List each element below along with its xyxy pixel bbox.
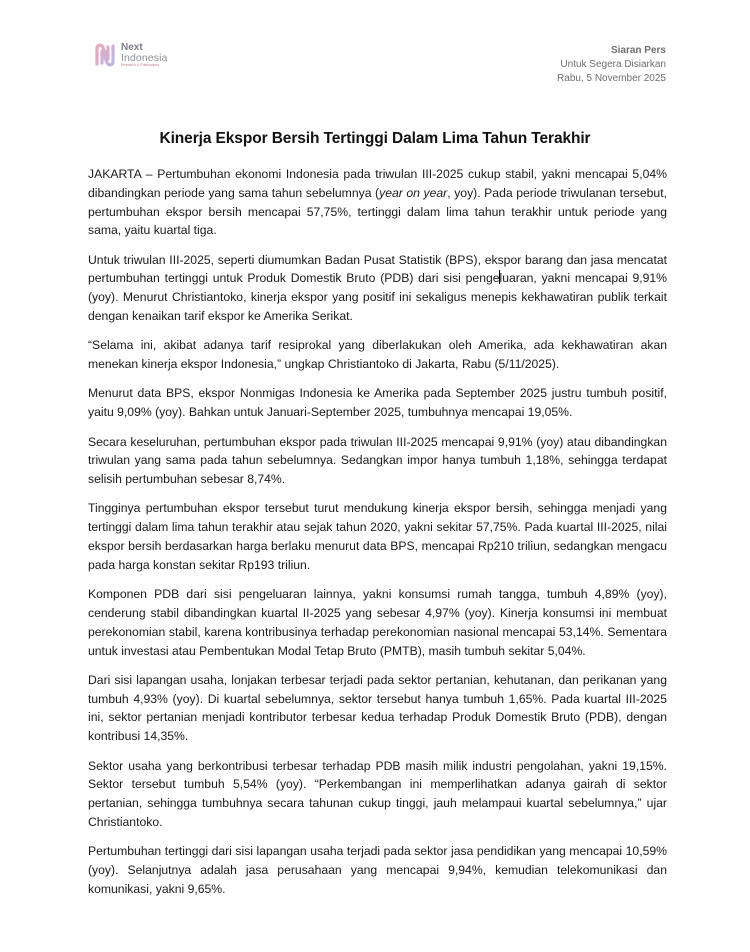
paragraph-1: JAKARTA – Pertumbuhan ekonomi Indonesia pada triwulan III-2025 cukup stabil, yakni mencapai 5,04% dibandingkan periode yang sama tahun sebelumnya (year on year, yoy). Pada periode triwulanan tersebut, pertumbuhan ekspor bersih mencapai 57,75%, tertinggi dalam lima tahun terakhir untuk periode yang sama, yaitu kuartal tiga. — [88, 167, 667, 238]
paragraph-6: Tingginya pertumbuhan ekspor tersebut turut mendukung kinerja ekspor bersih, sehingga menjadi yang tertinggi dalam lima tahun terakhir atau sejak tahun 2020, yakni sekitar 57,75%. Pada kuartal III-2025, nilai ekspor bersih berdasarkan harga berlaku menurut data BPS, mencapai Rp210 triliun, sedangkan mengacu pada harga konstan sekitar Rp193 triliun. — [88, 501, 667, 572]
paragraph-9: Sektor usaha yang berkontribusi terbesar terhadap PDB masih milik industri pengolahan, yakni 19,15%. Sektor tersebut tumbuh 5,54% (yoy). “Perkembangan ini memperlihatkan adanya gairah di sektor pertanian, sehingga tumbuhnya secara tahunan cukup tinggi, jauh melampaui kuartal sebelumnya,” ujar Christiantoko. — [88, 758, 667, 829]
paragraph-5: Secara keseluruhan, pertumbuhan ekspor pada triwulan III-2025 mencapai 9,91% (yoy) atau dibandingkan triwulan yang sama pada tahun sebelumnya. Sedangkan impor hanya tumbuh 1,18%, sehingga terdapat selisih pertumbuhan sebesar 8,74%. — [88, 434, 667, 487]
document-body[interactable] — [88, 165, 667, 909]
italic-phrase: year on year — [379, 185, 448, 200]
release-note: Untuk Segera Disiarkan — [560, 59, 666, 70]
logo-name-line2: Indonesia — [121, 51, 168, 64]
paragraph-7: Komponen PDB dari sisi pengeluaran lainnya, yakni konsumsi rumah tangga, tumbuh 4,89% (yoy), cenderung stabil dibandingkan kuartal II-2025 yang sebesar 4,97% (yoy). Kinerja konsumsi ini membuat perekonomian stabil, karena kontribusinya terhadap perekonomian nasional mencapai 53,14%. Sementara untuk investasi atau Pembentukan Modal Tetap Bruto (PMTB), masih tumbuh sekitar 5,04%. — [88, 587, 667, 658]
release-type: Siaran Pers — [610, 45, 666, 56]
release-meta — [557, 44, 666, 86]
paragraph-10: Pertumbuhan tertinggi dari sisi lapangan usaha terjadi pada sektor jasa pendidikan yang mencapai 10,59% (yoy). Selanjutnya adalah jasa perusahaan yang mencapai 9,94%, kemudian telekomunikasi dan komunikasi, yakni 9,65%. — [88, 844, 667, 896]
paragraph-2: Untuk triwulan III-2025, seperti diumumkan Badan Pusat Statistik (BPS), ekspor barang dan jasa mencatat pertumbuhan tertinggi untuk Produk Domestik Bruto (PDB) dari sisi pengeluaran, yakni mencapai 9,91% (yoy). Menurut Christiantoko, kinerja ekspor yang positif ini sekaligus menepis kekhawatiran publik terkait dengan kenaikan tarif ekspor ke Amerika Serikat. — [88, 252, 668, 324]
release-date: Rabu, 5 November 2025 — [557, 73, 666, 84]
logo-name-line1: Next — [121, 41, 143, 53]
n-letter-logo-icon — [92, 42, 118, 68]
logo-tagline: Research & Publications — [121, 63, 160, 67]
paragraph-8: Dari sisi lapangan usaha, lonjakan terbesar terjadi pada sektor pertanian, kehutanan, dan perikanan yang tumbuh 4,93% (yoy). Di kuartal sebelumnya, sektor tersebut hanya tumbuh 1,65%. Pada kuartal III-2025 ini, sektor pertanian menjadi kontributor terbesar kedua terhadap Produk Domestik Bruto (PDB), dengan kontribusi 14,35%. — [88, 672, 667, 744]
paragraph-4: Menurut data BPS, ekspor Nonmigas Indonesia ke Amerika pada September 2025 justru tumbuh positif, yaitu 9,09% (yoy). Bahkan untuk Januari-September 2025, tumbuhnya mencapai 19,05%. — [88, 386, 667, 420]
document-title: Kinerja Ekspor Bersih Tertinggi Dalam Lima Tahun Terakhir — [159, 130, 591, 147]
paragraph-3: “Selama ini, akibat adanya tarif resiprokal yang diberlakukan oleh Amerika, ada kekhawatiran akan menekan kinerja ekspor Indonesia,” ungkap Christiantoko di Jakarta, Rabu (5/11/2025). — [88, 338, 667, 372]
company-logo — [92, 42, 167, 68]
